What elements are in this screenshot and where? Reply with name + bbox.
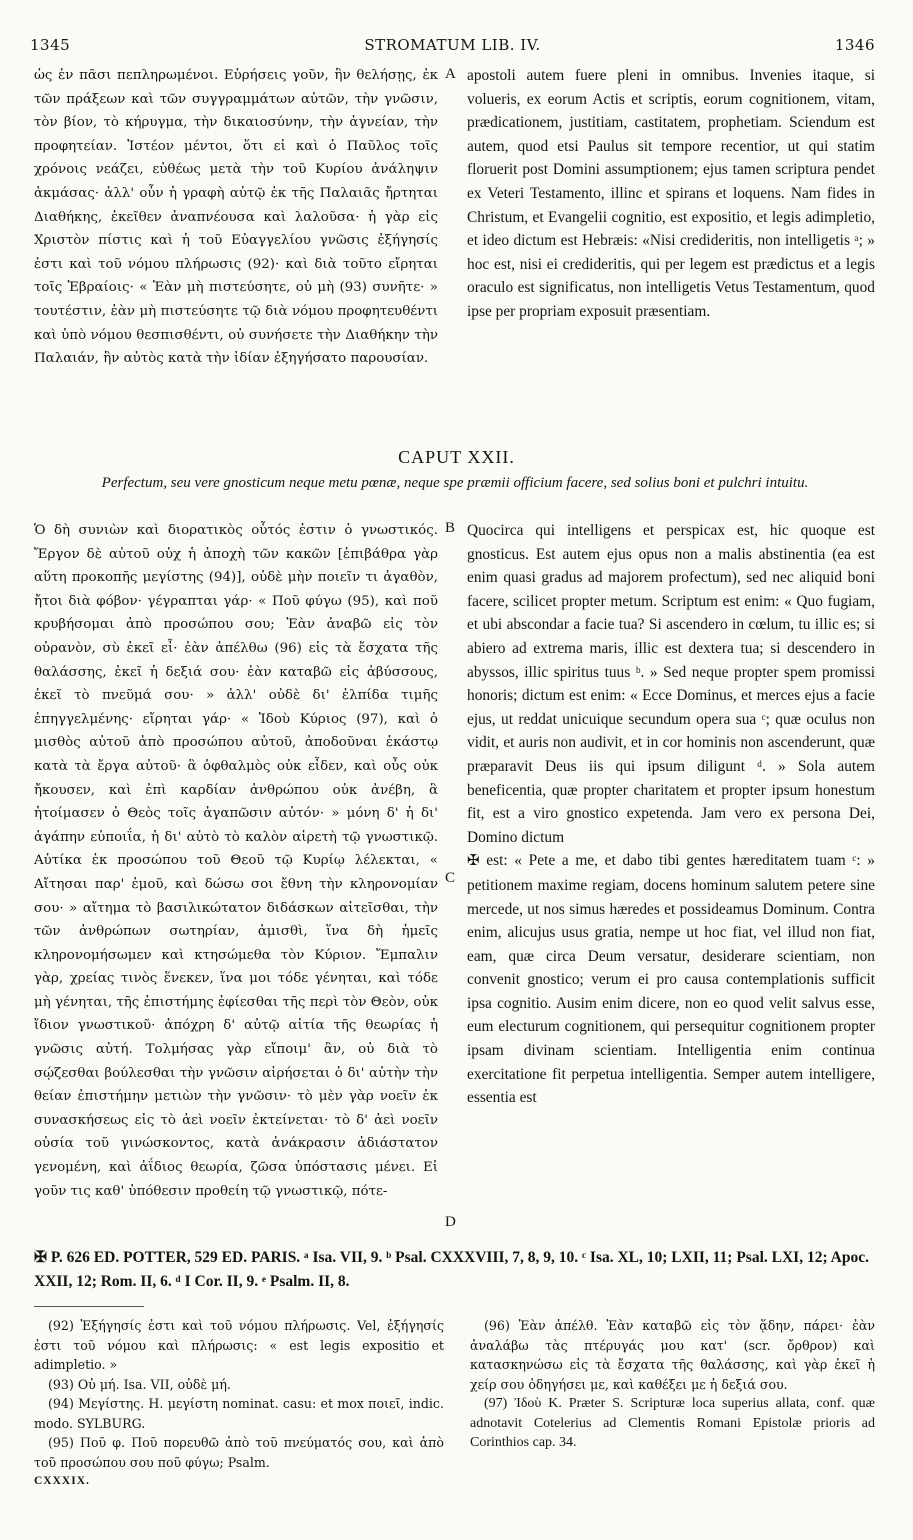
top-greek-text: ὡς ἐν πᾶσι πεπληρωμένοι. Εὑρήσεις γοῦν, ἣν θελήσῃς, ἐκ τῶν πράξεων καὶ τῶν συγγραμμάτων αὐτῶν, τὴν γνῶσιν, τὸν βίον, τὸ κήρυγμα, τὴν δικαιοσύνην, τὴν ἁγνείαν, τὴν προφητείαν. Ἰστέον μέντοι, ὅτι εἰ καὶ ὁ Παῦλος τοῖς χρόνοις νεάζει, εὐθέως μετὰ τὴν τοῦ Κυρίου ἀνάληψιν ἀκμάσας· ἀλλ' οὖν ἡ γραφὴ αὐτῷ ἐκ τῆς Παλαιᾶς ἤρτηται Διαθήκης, ἐκεῖθεν ἀναπνέουσα καὶ λαλοῦσα· ἡ γὰρ εἰς Χριστὸν πίστις καὶ ἡ τοῦ Εὐαγγελίου γνῶσις ἐξήγησίς ἐστι καὶ τοῦ νόμου πλήρωσις (92)· καὶ διὰ τοῦτο εἴρηται τοῖς Ἑβραίοις· « Ἐὰν μὴ πιστεύσητε, οὐ μὴ (93) συνῆτε· » τουτέστιν, ἐὰν μὴ πιστεύσητε τῷ διὰ νόμου προφητευθέντι καὶ ὑπὸ νόμου θεσπισθέντι, οὐ συνήσετε τὴν Διαθήκην τὴν Παλαιάν, ἣν αὐτὸς κατὰ τὴν ἰδίαν ἐξηγήσατο παρουσίαν. [34, 68, 438, 367]
footnote-93: (93) Οὐ μή. Isa. VII, οὐδὲ μή. [48, 1376, 231, 1392]
main-latin-text-1: Quocirca qui intelligens et perspicax est, hic quoque est gnosticus. Est autem ejus opus non a malis abstinentia (ea est enim quasi gradus ad majorem profectum), sed nec aliquid boni facere, scilicet propter metum. Scriptum est enim: « Quo fugiam, et ubi abscondar a facie tua? Si ascendero in cœlum, tu illic es; si abiero ad extrema maris, illic est dextera tua; si descendero in abyssos, illic spiritus tuus ᵇ. » Sed neque propter spem promissi honoris; dictum est enim: « Ecce Dominus, et merces ejus a facie ejus, ut reddat unicuique secundum opera sua ᶜ; quæ oculus non vidit, et auris non audivit, et in cor hominis non ascenderunt, quæ præparavit Deus iis qui ipsum diligunt ᵈ. » Sola autem beneficentia, quæ propter charitatem et propter ipsum honestum fit, est a viro gnostico expetenda. Jam vero ex persona Dei, Domino dictum [467, 522, 875, 846]
footnote-94: (94) Μεγίστης. Η. μεγίστη nominat. casu: et mox ποιεῖ, indic. modo. SYLBURG. [34, 1396, 444, 1431]
main-greek-text: Ὁ δὴ συνιὼν καὶ διορατικὸς οὗτός ἐστιν ὁ γνωστικός. Ἔργον δὲ αὐτοῦ οὐχ ἡ ἀποχὴ τῶν κακῶν [ἐπιβάθρα γὰρ αὕτη προκοπῆς μεγίστης (94)], οὐδὲ μὴν ποιεῖν τι ἀγαθὸν, ἤτοι διὰ φόβον· γέγραπται γάρ· « Ποῦ φύγω (95), καὶ ποῦ κρυβήσομαι ἀπὸ προσώπου σου; Ἐὰν ἀναβῶ εἰς τὸν οὐρανὸν, σὺ ἐκεῖ εἶ· ἐὰν ἀπέλθω (96) εἰς τὰ ἔσχατα τῆς θαλάσσης, ἐκεῖ ἡ δεξιά σου· ἐὰν καταβῶ εἰς ἀβύσσους, ἐκεῖ τὸ πνεῦμά σου· » ἀλλ' οὐδὲ δι' ἐλπίδα τιμῆς ἐπηγγελμένης· εἴρηται γάρ· « Ἰδοὺ Κύριος (97), καὶ ὁ μισθὸς αὐτοῦ ἀπὸ προσώπου αὐτοῦ, ἀποδοῦναι ἑκάστῳ κατὰ τὰ ἔργα αὐτοῦ· ἃ ὀφθαλμὸς οὐκ εἶδεν, καὶ οὖς οὐκ ἤκουσεν, καὶ ἐπὶ καρδίαν ἀνθρώπου οὐκ ἀνέβη, ἃ ἡτοίμασεν ὁ Θεὸς τοῖς ἀγαπῶσιν αὐτόν· » μόνη δ' ἡ δι' ἀγάπην εὐποιΐα, ἡ δι' αὐτὸ τὸ καλὸν αἱρετὴ τῷ γνωστικῷ. Αὐτίκα ἐκ προσώπου τοῦ Θεοῦ τῷ Κυρίῳ λέλεκται, « Αἴτησαι παρ' ἐμοῦ, καὶ δώσω σοι ἔθνη τὴν κληρονομίαν σου· » αἴτημα τὸ βασιλικώτατον διδάσκων αἰτεῖσθαι, τὴν τῶν ἀνθρώπων σωτηρίαν, ἀμισθὶ, ἵνα δὴ ἡμεῖς κληρονομήσωμεν καὶ κτησώμεθα τὸν Κύριον. Ἔμπαλιν γὰρ, χρείας τινὸς ἕνεκεν, ἵνα μοι τόδε γένηται, καὶ τόδε μὴ γένηται, τῆς ἐπιστήμης ἐφίεσθαι τῆς περὶ τὸν Θεὸν, οὐκ ἴδιον γνωστικοῦ· ἀπόχρη δ' αὐτῷ αἰτία τῆς θεωρίας ἡ γνῶσις αὐτή. Τολμήσας γὰρ εἴποιμ' ἂν, οὐ διὰ τὸ σῴζεσθαι βούλεσθαι τὴν γνῶσιν αἱρήσεται ὁ δι' αὐτὴν τὴν θείαν ἐπιστήμην μετιὼν τὴν γνῶσιν· τὸ μὲν γὰρ νοεῖν ἐκ συνασκήσεως εἰς τὸ ἀεὶ νοεῖν ἐκτείνεται· τὸ δ' ἀεὶ νοεῖν οὐσία τοῦ γινώσκοντος, κατὰ ἀνάκρασιν ἀδιάστατον γενομένη, καὶ ἀΐδιος θεωρία, ζῶσα ὑπόστασις μένει. Εἰ γοῦν τις καθ' ὑπόθεσιν προθείη τῷ γνωστικῷ, πότε- [34, 523, 438, 1199]
chapter-subtitle: Perfectum, seu vere gnosticum neque metu pœnæ, neque spe præmii officium facere, sed solius boni et pulchri intuitu. [101, 475, 809, 491]
top-latin-text: apostoli autem fuere pleni in omnibus. Invenies itaque, si volueris, ex eorum Actis et scriptis, eorum cognitionem, vitam, prædicationem, justitiam, castitatem, prophetiam. Sciendum est autem, quod etsi Paulus sit tempore recentior, ut qui statim floruerit post Domini assumptionem; ejus tamen scriptura pendet ex Veteri Testamento, illinc et spirans et loquens. Nam fides in Christum, et Evangelii cognitio, est expositio, et legis adimpletio, et ideo dictum est Hebræis: «Nisi credideritis, non intelligetis ᵃ; » hoc est, nisi ei credideritis, qui per legem est prædictus et a legis oraculo est significatus, non intelligetis Vetus Testamentum, quod ipse per propriam exposuit præsentiam. [467, 67, 875, 320]
margin-marker-c: C [445, 870, 456, 886]
top-greek-column [34, 64, 438, 371]
running-title: STROMATUM LIB. IV. [364, 36, 541, 54]
main-latin-column [467, 519, 875, 1110]
footnote-95-end: CXXXIX. [34, 1475, 90, 1487]
chapter-heading: CAPUT XXII. [398, 447, 515, 467]
footnote-95: (95) Ποῦ φ. Ποῦ πορευθῶ ἀπὸ τοῦ πνεύματός σου, καὶ ἀπὸ τοῦ προσώπου σου ποῦ φύγω; Psalm. [34, 1435, 444, 1470]
footnote-92: (92) Ἐξήγησίς ἐστι καὶ τοῦ νόμου πλήρωσις. Vel, ἐξήγησίς ἐστι τοῦ νόμου καὶ πλήρωσις: « est legis expositio et adimpletio. » [34, 1318, 444, 1372]
margin-marker-d: D [445, 1214, 456, 1230]
footnotes-left [34, 1316, 444, 1492]
top-latin-column [467, 64, 875, 324]
main-greek-column [34, 519, 438, 1203]
footnote-rule [34, 1306, 144, 1307]
margin-marker-a: A [445, 66, 456, 82]
cross-icon: ✠ [467, 853, 480, 870]
page-header [30, 36, 875, 60]
main-latin-text-2: est: « Pete a me, et dabo tibi gentes hæreditatem tuam ᶜ: » petitionem maxime regiam, docens hominum salutem petere sine mercede, ut nos simus hæredes et possideamus Dominum. Contra enim, alicujus usus gratia, nempe ut hoc fiat, vel illud non fiat, eam, quæ circa Deum versatur, desiderare scientiam, non convenit gnostico; verum ei pro causa contemplationis sufficit ipsa cognitio. Ausim enim dicere, non eo quod velit salvus esse, eum electurum cognitionem, qui persequitur cognitionem propter ipsam divinam scientiam. Intelligentia enim continua exercitatione fit perpetua intelligentia. Semper autem intelligere, essentia est [467, 852, 876, 1107]
footnotes-right [470, 1316, 875, 1453]
margin-marker-b: B [445, 520, 456, 536]
scripture-references: ✠ P. 626 ED. POTTER, 529 ED. PARIS. ᵃ Isa. VII, 9. ᵇ Psal. CXXXVIII, 7, 8, 9, 10. ᶜ Isa. XL, 10; LXII, 11; Psal. LXI, 12; Apoc. XXII, 12; Rom. II, 6. ᵈ I Cor. II, 9. ᵉ Psalm. II, 8. [34, 1249, 869, 1290]
footnote-96: (96) Ἐὰν ἀπέλθ. Ἐὰν καταβῶ εἰς τὸν ᾅδην, πάρει· ἐὰν ἀναλάβω τὰς πτέρυγάς μου κατ' (scr. ὄρθρον) καὶ κατασκηνώσω εἰς τὰ ἔσχατα τῆς θαλάσσης, καὶ γὰρ ἐκεῖ ἡ χείρ σου ὁδηγήσει με, καὶ καθέξει με ἡ δεξιά σου. [470, 1318, 875, 1392]
right-page-number: 1346 [834, 36, 875, 54]
footnote-97: (97) Ἰδοὺ Κ. Præter S. Scripturæ loca superius allata, conf. quæ adnotavit Cotelerius ad Clementis Romani Epistolæ prioris ad Corinthios cap. 34. [470, 1396, 875, 1450]
left-page-number: 1345 [30, 36, 71, 54]
